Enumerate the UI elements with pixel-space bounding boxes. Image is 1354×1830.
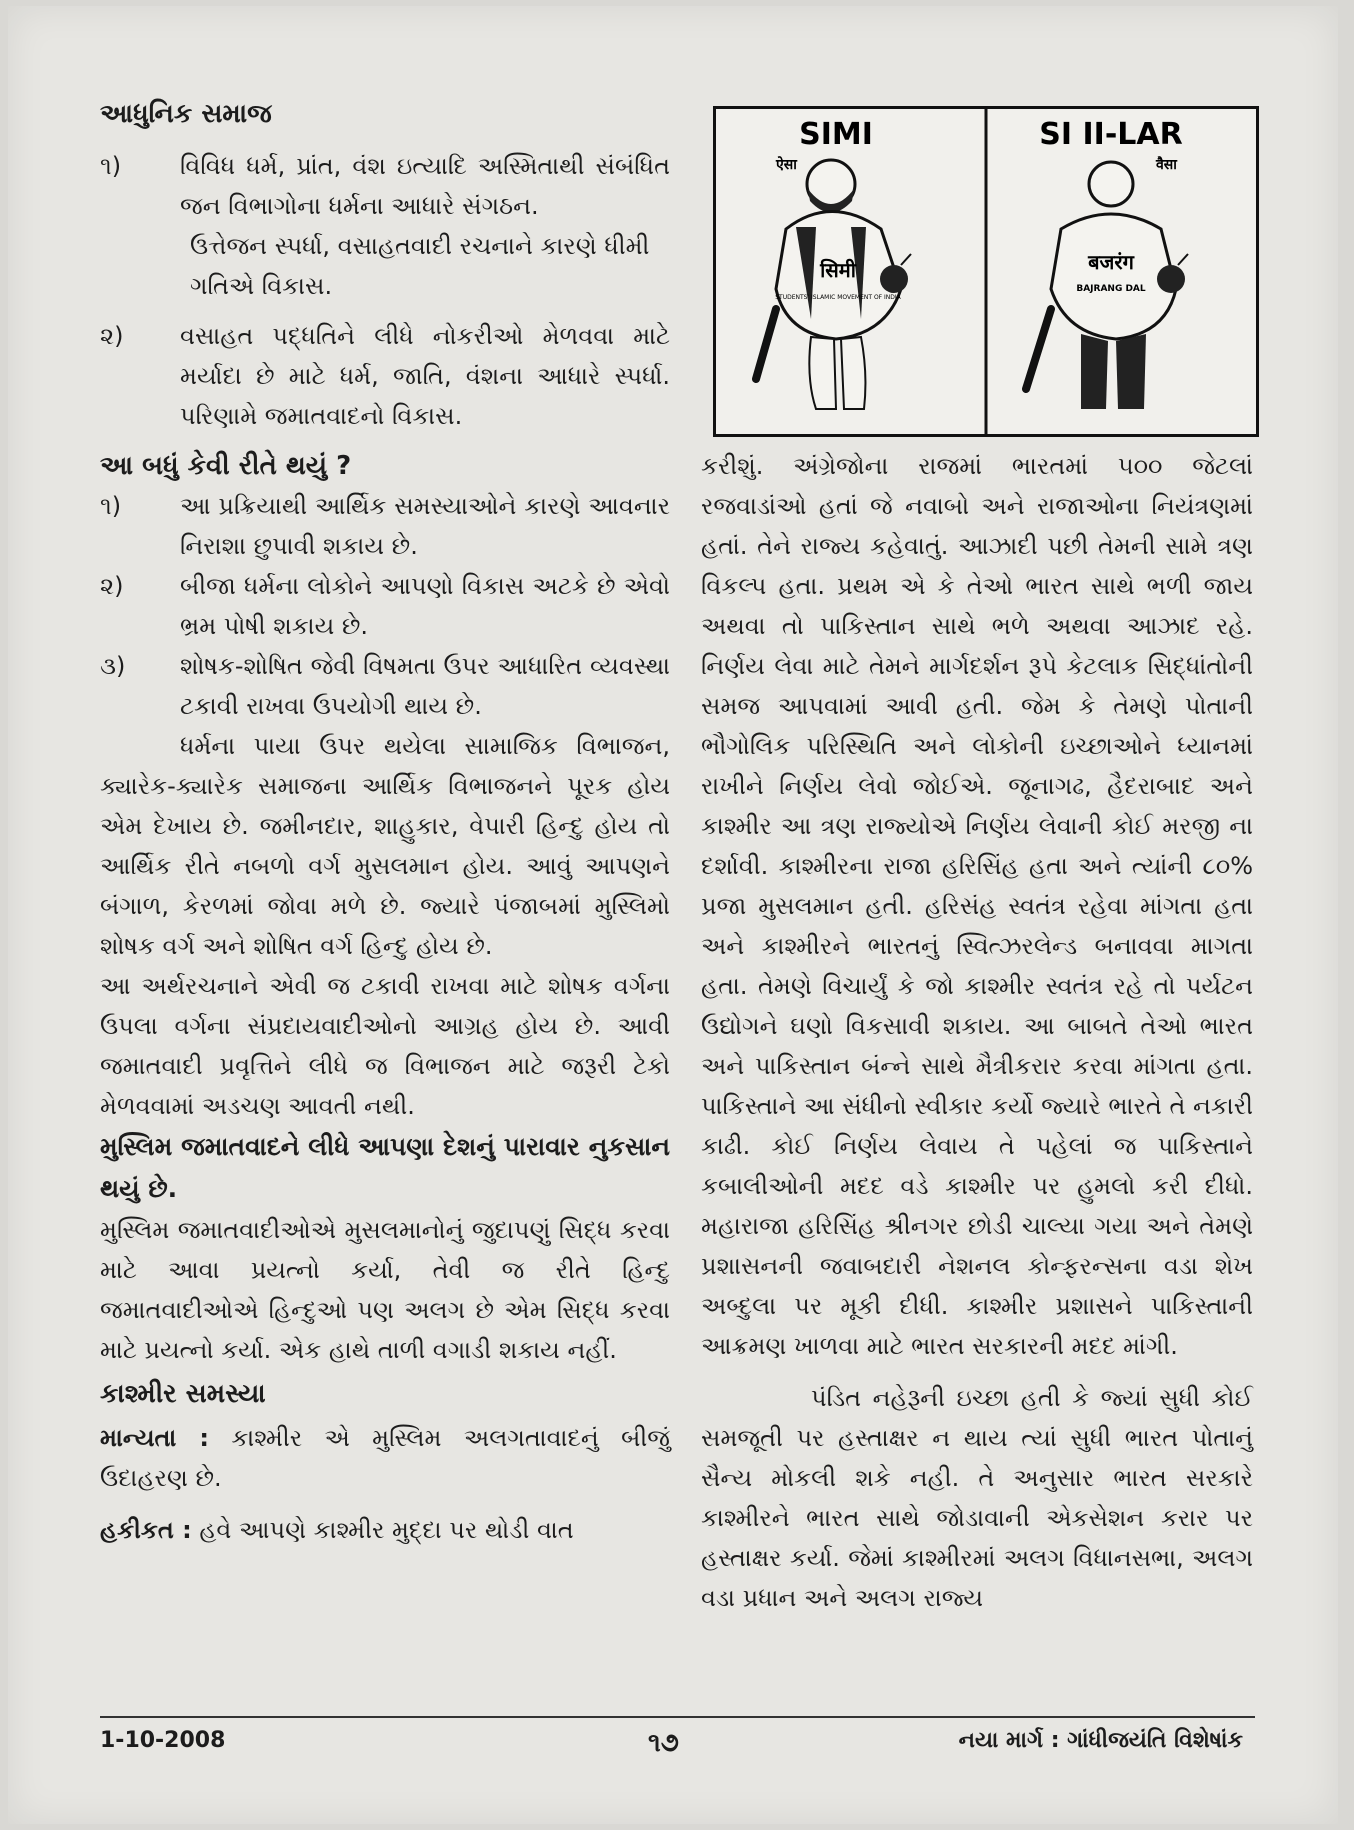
list-item — [100, 316, 670, 436]
cartoon-right-belly: बजरंग — [1088, 250, 1134, 274]
heading-modern-society: આધુનિક સમાજ — [100, 99, 272, 129]
figure-left-illustration — [756, 160, 911, 409]
list-number: ૨) — [100, 322, 124, 350]
right-column — [701, 446, 1253, 1618]
list-text: બીજા ધર્મના લોકોને આપણો વિકાસ અટકે છે એવો ભ્રમ પોષી શકાય છે. — [180, 572, 670, 640]
page — [8, 6, 1338, 1824]
list-item — [100, 646, 670, 726]
bold-statement: મુસ્લિમ જમાતવાદને લીધે આપણા દેશનું પારાવાર નુકસાન થયું છે. — [100, 1132, 670, 1203]
cartoon-left-belly: सिमी — [820, 258, 856, 282]
belief-label: માન્યતા : — [100, 1424, 209, 1452]
paragraph: ધર્મના પાયા ઉપર થયેલા સામાજિક વિભાજન, ક્યારેક-ક્યારેક સમાજના આર્થિક વિભાજનને પૂરક હોય એમ દેખાય છે. જમીનદાર, શાહુકાર, વેપારી હિન્દુ હોય તો આર્થિક રીતે નબળો વર્ગ મુસલમાન હોય. આવું આપણને બંગાળ, કેરળમાં જોવા મળે છે. જ્યારે પંજાબમાં મુસ્લિમો શોષક વર્ગ અને શોષિત વર્ગ હિન્દુ હોય છે. — [100, 732, 670, 960]
left-column — [100, 96, 670, 1550]
fact-paragraph — [100, 1510, 670, 1550]
paragraph: આ અર્થરચનાને એવી જ ટકાવી રાખવા માટે શોષક વર્ગના ઉપલા વર્ગના સંપ્રદાયવાદીઓનો આગ્રહ હોય છે. આવી જમાતવાદી પ્રવૃત્તિને લીધે જ વિભાજન માટે જરૂરી ટેકો મેળવવામાં અડચણ આવતી નથી. — [100, 972, 670, 1120]
paragraph: કરીશું. અંગ્રેજોના રાજમાં ભારતમાં ૫૦૦ જેટલાં રજવાડાંઓ હતાં જે નવાબો અને રાજાઓના નિયંત્રણમાં હતાં. તેને રાજ્ય કહેવાતું. આઝાદી પછી તેમની સામે ત્રણ વિકલ્પ હતા. પ્રથમ એ કે તેઓ ભારત સાથે ભળી જાય અથવા તો પાકિસ્તાન સાથે ભળે અથવા આઝાદ રહે. નિર્ણય લેવા માટે તેમને માર્ગદર્શન રૂપે કેટલાક સિદ્ધાંતોની સમજ આપવામાં આવી હતી. જેમ કે તેમણે પોતાની ભૌગોલિક પરિસ્થિતિ અને લોકોની ઇચ્છાઓને ધ્યાનમાં રાખીને નિર્ણય લેવો જોઈએ. જૂનાગઢ, હૈદરાબાદ અને કાશ્મીર આ ત્રણ રાજ્યોએ નિર્ણય લેવાની કોઈ મરજી ના દર્શાવી. કાશ્મીરના રાજા હરિસિંહ હતા અને ત્યાંની ૮૦% પ્રજા મુસલમાન હતી. હરિસંહ સ્વતંત્ર રહેવા માંગતા હતા અને કાશ્મીરને ભારતનું સ્વિત્ઝરલેન્ડ બનાવવા માગતા હતા. તેમણે વિચાર્યું કે જો કાશ્મીર સ્વતંત્ર રહે તો પર્યટન ઉદ્યોગને ઘણો વિકસાવી શકાય. આ બાબતે તેઓ ભારત અને પાકિસ્તાન બંન્ને સાથે મૈત્રીકરાર કરવા માંગતા હતા. પાકિસ્તાને આ સંધીનો સ્વીકાર કર્યો જ્યારે ભારતે તે નકારી કાઢી. કોઈ નિર્ણય લેવાય તે પહેલાં જ પાકિસ્તાને કબાલીઓની મદદ વડે કાશ્મીર પર હુમલો કરી દીધો. મહારાજા હરિસિંહ શ્રીનગર છોડી ચાલ્યા ગયા અને તેમણે પ્રશાસનની જવાબદારી નેશનલ કોન્ફરન્સના વડા શેખ અબ્દુલા પર મૂકી દીધી. કાશ્મીર પ્રશાસને પાકિસ્તાની આક્રમણ ખાળવા માટે ભારત સરકારની મદદ માંગી. — [701, 452, 1253, 1360]
cartoon-right-belly-sub: BAJRANG DAL — [1076, 284, 1146, 294]
fact-label: હકીકત : — [100, 1516, 192, 1544]
belief-text: કાશ્મીર એ મુસ્લિમ અલગતાવાદનું બીજું ઉદાહરણ છે. — [100, 1424, 670, 1492]
cartoon-right-title: SI II-LAR — [1039, 117, 1183, 152]
list-number: ૧) — [100, 152, 122, 180]
list-item — [100, 486, 670, 566]
list-subtext: ઉત્તેજન સ્પર્ધા, વસાહતવાદી રચનાને કારણે ધીમી ગતિએ વિકાસ. — [190, 232, 650, 300]
footer-page-number: ૧૭ — [648, 1728, 679, 1758]
fact-text: હવે આપણે કાશ્મીર મુદ્દા પર થોડી વાત — [199, 1516, 574, 1544]
heading-kashmir-problem: કાશ્મીર સમસ્યા — [100, 1379, 266, 1409]
paragraph: પંડિત નહેરૂની ઇચ્છા હતી કે જ્યાં સુધી કોઈ સમજૂતી પર હસ્તાક્ષર ન થાય ત્યાં સુધી ભારત પોતાનું સૈન્ય મોકલી શકે નહી. તે અનુસાર ભારત સરકારે કાશ્મીરને ભારત સાથે જોડાવાની એકસેશન કરાર પર હસ્તાક્ષર કર્યા. જેમાં કાશ્મીરમાં અલગ વિધાનસભા, અલગ વડા પ્રધાન અને અલગ રાજ્ય — [701, 1384, 1253, 1612]
figure-right-illustration — [1026, 162, 1188, 409]
footer-date: 1-10-2008 — [100, 1728, 226, 1753]
cartoon-left-belly-sub: STUDENTS' ISLAMIC MOVEMENT OF INDIA — [775, 294, 901, 301]
list-number: ૧) — [100, 492, 122, 520]
belief-paragraph — [100, 1418, 670, 1498]
cartoon-left-sub: ऐसा — [776, 157, 797, 173]
list-item — [100, 146, 670, 226]
cartoon-right-sub: वैसा — [1156, 157, 1177, 173]
list-item — [100, 566, 670, 646]
heading-how-it-happened: આ બધું કેવી રીતે થયું ? — [100, 451, 352, 481]
list-text: વસાહત પદ્ધતિને લીધે નોકરીઓ મેળવવા માટે મર્યાદા છે માટે ધર્મ, જાતિ, વંશના આધારે સ્પર્ધા. પરિણામે જમાતવાદનો વિકાસ. — [180, 322, 670, 430]
list-text: શોષક-શોષિત જેવી વિષમતા ઉપર આધારિત વ્યવસ્થા ટકાવી રાખવા ઉપયોગી થાય છે. — [180, 652, 670, 720]
list-number: ૩) — [100, 652, 126, 680]
list-number: ૨) — [100, 572, 124, 600]
footer-magazine: નયા માર્ગ : ગાંધીજયંતિ વિશેષાંક — [958, 1728, 1243, 1753]
list-text: વિવિધ ધર્મ, પ્રાંત, વંશ ઇત્યાદિ અસ્મિતાથી સંબંધિત જન વિભાગોના ધર્મના આધારે સંગઠન. — [180, 152, 670, 220]
paragraph: મુસ્લિમ જમાતવાદીઓએ મુસલમાનોનું જુદાપણું સિદ્ધ કરવા માટે આવા પ્રયત્નો કર્યા, તેવી જ રીતે હિન્દુ જમાતવાદીઓએ હિન્દુઓ પણ અલગ છે એમ સિદ્ધ કરવા માટે પ્રયત્નો કર્યા. એક હાથે તાળી વગાડી શકાય નહીં. — [100, 1216, 670, 1364]
political-cartoon — [713, 106, 1259, 437]
footer-rule — [100, 1716, 1255, 1718]
cartoon-left-title: SIMI — [799, 117, 873, 152]
list-text: આ પ્રક્રિયાથી આર્થિક સમસ્યાઓને કારણે આવનાર નિરાશા છુપાવી શકાય છે. — [180, 492, 670, 560]
